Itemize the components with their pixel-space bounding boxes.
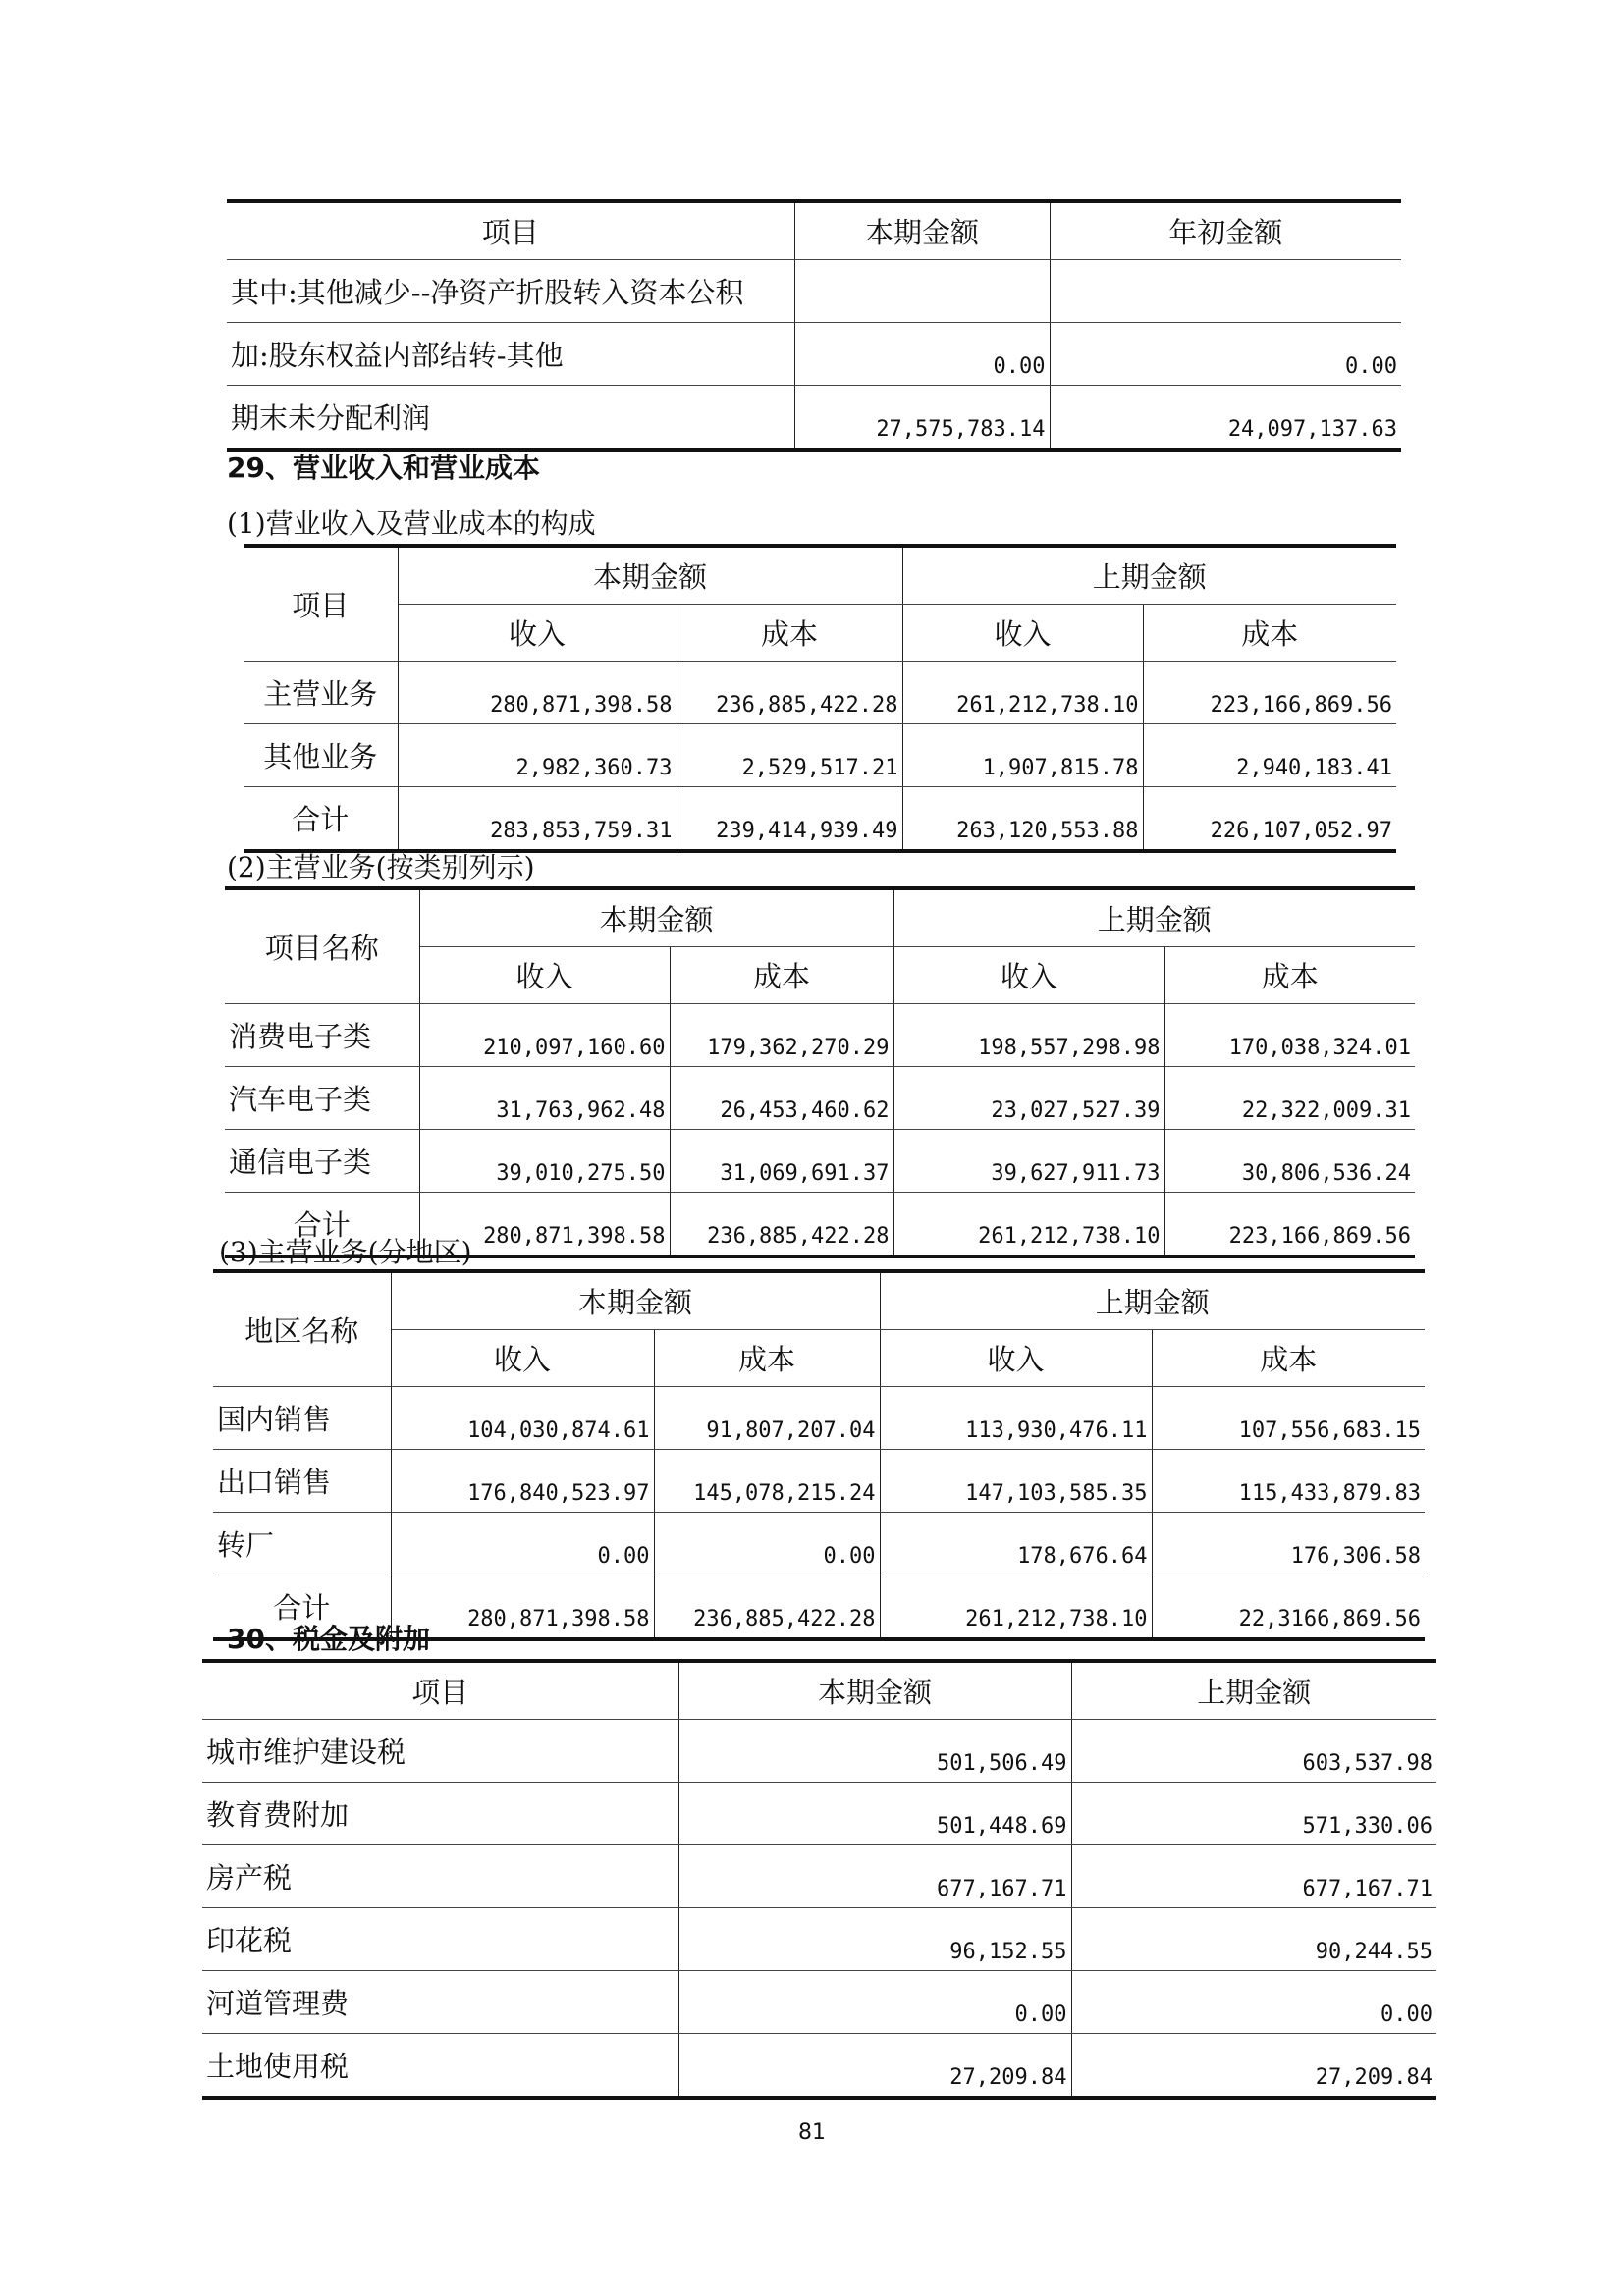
table-row [225, 1130, 1415, 1193]
header-cost: 成本 [1164, 947, 1415, 1004]
retained-earnings-table [227, 199, 1401, 452]
cell: 283,853,759.31 [398, 787, 677, 852]
revenue-cost-table [244, 544, 1396, 853]
row-label: 合计 [225, 1193, 419, 1257]
cell: 31,763,962.48 [419, 1067, 670, 1130]
row-label: 汽车电子类 [225, 1067, 419, 1130]
table-row [244, 662, 1396, 724]
cell: 677,167.71 [678, 1845, 1071, 1908]
header-current: 本期金额 [794, 201, 1050, 260]
cell: 263,120,553.88 [902, 787, 1143, 852]
header-cost: 成本 [670, 947, 893, 1004]
cell: 113,930,476.11 [880, 1387, 1152, 1450]
cell: 223,166,869.56 [1143, 662, 1396, 724]
row-label: 其中:其他减少--净资产折股转入资本公积 [227, 260, 794, 323]
cell: 31,069,691.37 [670, 1130, 893, 1193]
header-previous: 上期金额 [893, 888, 1415, 947]
table-row [225, 1067, 1415, 1130]
header-item: 项目名称 [225, 888, 419, 1004]
row-label: 主营业务 [244, 662, 398, 724]
cell: 91,807,207.04 [654, 1387, 880, 1450]
cell: 0.00 [654, 1513, 880, 1575]
header-income: 收入 [391, 1330, 654, 1387]
header-cost: 成本 [654, 1330, 880, 1387]
cell: 1,907,815.78 [902, 724, 1143, 787]
cell: 501,506.49 [678, 1720, 1071, 1783]
row-label: 教育费附加 [202, 1783, 678, 1845]
cell: 22,322,009.31 [1164, 1067, 1415, 1130]
row-label: 合计 [213, 1575, 391, 1640]
cell: 26,453,460.62 [670, 1067, 893, 1130]
cell: 30,806,536.24 [1164, 1130, 1415, 1193]
row-label: 印花税 [202, 1908, 678, 1971]
cell: 280,871,398.58 [419, 1193, 670, 1257]
section-29-sub1: (1)营业收入及营业成本的构成 [227, 507, 596, 540]
row-label: 其他业务 [244, 724, 398, 787]
table-row [202, 1971, 1436, 2034]
section-29-title: 29、营业收入和营业成本 [227, 452, 540, 484]
header-previous: 上期金额 [880, 1271, 1425, 1330]
cell [794, 260, 1050, 323]
section-29-sub2: (2)主营业务(按类别列示) [227, 851, 535, 883]
row-label: 加:股东权益内部结转-其他 [227, 323, 794, 386]
cell: 147,103,585.35 [880, 1450, 1152, 1513]
cell: 261,212,738.10 [880, 1575, 1152, 1640]
header-previous: 上期金额 [902, 546, 1396, 605]
row-label: 合计 [244, 787, 398, 852]
region-table [213, 1269, 1425, 1641]
cell: 107,556,683.15 [1152, 1387, 1425, 1450]
header-cost: 成本 [1152, 1330, 1425, 1387]
header-item: 地区名称 [213, 1271, 391, 1387]
header-item: 项目 [202, 1661, 678, 1720]
cell: 236,885,422.28 [677, 662, 902, 724]
cell: 261,212,738.10 [902, 662, 1143, 724]
cell: 27,575,783.14 [794, 386, 1050, 451]
cell: 23,027,527.39 [893, 1067, 1164, 1130]
table-row [202, 2034, 1436, 2099]
cell: 239,414,939.49 [677, 787, 902, 852]
row-label: 通信电子类 [225, 1130, 419, 1193]
row-label: 房产税 [202, 1845, 678, 1908]
cell: 501,448.69 [678, 1783, 1071, 1845]
cell: 24,097,137.63 [1050, 386, 1401, 451]
cell: 2,529,517.21 [677, 724, 902, 787]
cell [1050, 260, 1401, 323]
header-income: 收入 [880, 1330, 1152, 1387]
header-item: 项目 [244, 546, 398, 662]
row-label: 国内销售 [213, 1387, 391, 1450]
table-row [244, 787, 1396, 852]
header-current: 本期金额 [678, 1661, 1071, 1720]
table-row [213, 1387, 1425, 1450]
table-row [202, 1720, 1436, 1783]
cell: 145,078,215.24 [654, 1450, 880, 1513]
taxes-table [202, 1659, 1436, 2100]
cell: 0.00 [794, 323, 1050, 386]
table-row [244, 724, 1396, 787]
header-income: 收入 [893, 947, 1164, 1004]
row-label: 转厂 [213, 1513, 391, 1575]
cell: 176,306.58 [1152, 1513, 1425, 1575]
header-item: 项目 [227, 201, 794, 260]
cell: 2,940,183.41 [1143, 724, 1396, 787]
row-label: 出口销售 [213, 1450, 391, 1513]
cell: 115,433,879.83 [1152, 1450, 1425, 1513]
row-label: 土地使用税 [202, 2034, 678, 2099]
cell: 2,982,360.73 [398, 724, 677, 787]
cell: 27,209.84 [678, 2034, 1071, 2099]
cell: 178,676.64 [880, 1513, 1152, 1575]
header-cost: 成本 [677, 605, 902, 662]
cell: 39,627,911.73 [893, 1130, 1164, 1193]
cell: 210,097,160.60 [419, 1004, 670, 1067]
cell: 22,3166,869.56 [1152, 1575, 1425, 1640]
cell: 280,871,398.58 [398, 662, 677, 724]
section-29-sub3: (3)主营业务(分地区) [219, 1236, 472, 1268]
table-row [225, 1004, 1415, 1067]
category-table [225, 886, 1415, 1258]
row-label: 消费电子类 [225, 1004, 419, 1067]
cell: 39,010,275.50 [419, 1130, 670, 1193]
cell: 27,209.84 [1071, 2034, 1436, 2099]
cell: 0.00 [1071, 1971, 1436, 2034]
header-opening: 年初金额 [1050, 201, 1401, 260]
table-row [227, 260, 1401, 323]
table-row [213, 1513, 1425, 1575]
cell: 223,166,869.56 [1164, 1193, 1415, 1257]
cell: 261,212,738.10 [893, 1193, 1164, 1257]
header-income: 收入 [398, 605, 677, 662]
table-row [202, 1908, 1436, 1971]
header-previous: 上期金额 [1071, 1661, 1436, 1720]
table-row [227, 323, 1401, 386]
cell: 677,167.71 [1071, 1845, 1436, 1908]
cell: 90,244.55 [1071, 1908, 1436, 1971]
section-30-title: 30、税金及附加 [227, 1623, 430, 1655]
cell: 176,840,523.97 [391, 1450, 654, 1513]
cell: 179,362,270.29 [670, 1004, 893, 1067]
cell: 0.00 [678, 1971, 1071, 2034]
row-label: 河道管理费 [202, 1971, 678, 2034]
header-income: 收入 [902, 605, 1143, 662]
cell: 226,107,052.97 [1143, 787, 1396, 852]
cell: 0.00 [391, 1513, 654, 1575]
table-row [202, 1845, 1436, 1908]
cell: 280,871,398.58 [391, 1575, 654, 1640]
header-cost: 成本 [1143, 605, 1396, 662]
table-row [202, 1783, 1436, 1845]
cell: 96,152.55 [678, 1908, 1071, 1971]
cell: 104,030,874.61 [391, 1387, 654, 1450]
cell: 236,885,422.28 [670, 1193, 893, 1257]
header-income: 收入 [419, 947, 670, 1004]
cell: 571,330.06 [1071, 1783, 1436, 1845]
row-label: 城市维护建设税 [202, 1720, 678, 1783]
header-current: 本期金额 [391, 1271, 880, 1330]
row-label: 期末未分配利润 [227, 386, 794, 451]
table-row [213, 1450, 1425, 1513]
cell: 170,038,324.01 [1164, 1004, 1415, 1067]
page-number: 81 [798, 2120, 826, 2145]
cell: 198,557,298.98 [893, 1004, 1164, 1067]
table-row [227, 386, 1401, 451]
cell: 603,537.98 [1071, 1720, 1436, 1783]
cell: 0.00 [1050, 323, 1401, 386]
cell: 236,885,422.28 [654, 1575, 880, 1640]
header-current: 本期金额 [398, 546, 902, 605]
header-current: 本期金额 [419, 888, 893, 947]
